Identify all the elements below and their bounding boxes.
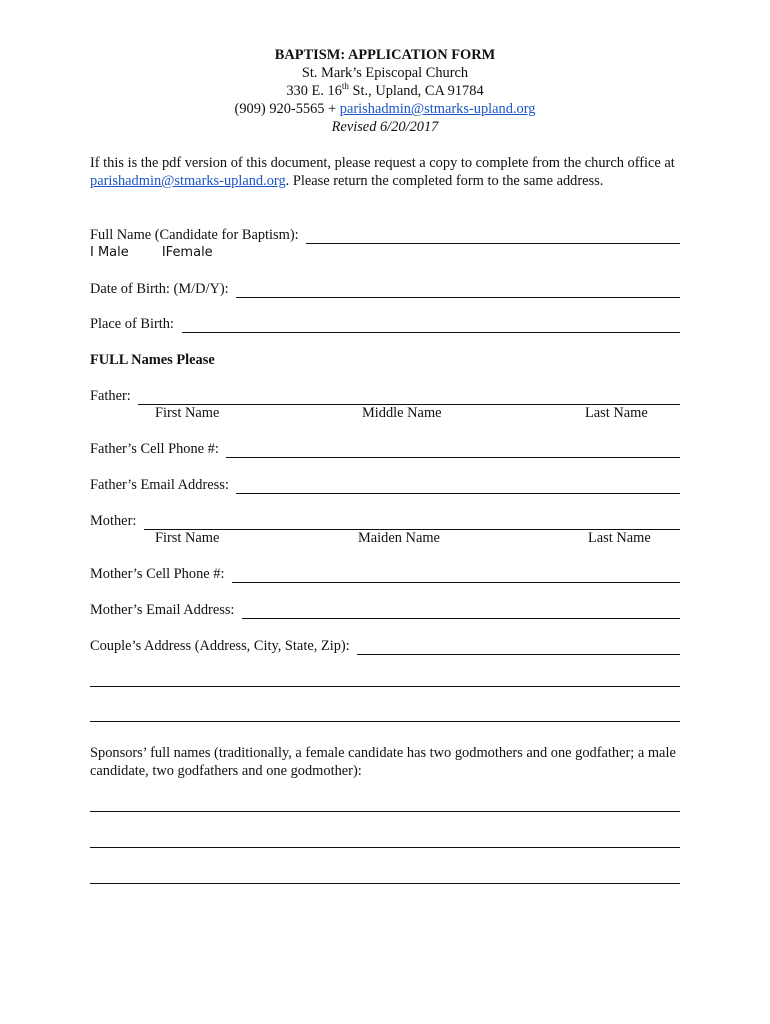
mother-phone-field[interactable] [90, 565, 680, 583]
father-email-field[interactable] [90, 476, 680, 494]
dob-label: Date of Birth: (M/D/Y): [90, 281, 233, 297]
pob-label: Place of Birth: [90, 316, 178, 332]
mother-last-caption: Last Name [588, 530, 651, 546]
male-checkbox[interactable]: I [90, 245, 98, 260]
sponsor-line-1[interactable] [90, 811, 680, 812]
female-label: Female [165, 245, 213, 260]
couple-address-line[interactable] [357, 641, 680, 655]
mother-email-label: Mother’s Email Address: [90, 602, 239, 618]
male-label: Male [97, 245, 129, 260]
form-title: BAPTISM: APPLICATION FORM [274, 47, 496, 63]
pob-line[interactable] [182, 319, 680, 333]
sponsor-line-2[interactable] [90, 847, 680, 848]
dob-field[interactable] [90, 280, 680, 298]
mother-maiden-caption: Maiden Name [358, 530, 440, 546]
couple-address-line-3[interactable] [90, 721, 680, 722]
header-email-link[interactable]: parishadmin@stmarks-upland.org [339, 101, 536, 117]
couple-address-field[interactable] [90, 637, 680, 655]
mother-field[interactable] [90, 512, 680, 530]
mother-email-field[interactable] [90, 601, 680, 619]
father-field[interactable] [90, 387, 680, 405]
mother-line[interactable] [144, 516, 680, 530]
father-label: Father: [90, 388, 135, 404]
intro-email-link[interactable]: parishadmin@stmarks-upland.org [90, 173, 286, 189]
dob-line[interactable] [236, 284, 680, 298]
father-phone-label: Father’s Cell Phone #: [90, 441, 223, 457]
father-last-caption: Last Name [585, 405, 648, 421]
father-line[interactable] [138, 391, 680, 405]
father-phone-field[interactable] [90, 440, 680, 458]
church-name: St. Mark’s Episcopal Church [301, 65, 469, 81]
couple-address-line-2[interactable] [90, 686, 680, 687]
father-first-caption: First Name [155, 405, 220, 421]
mother-phone-label: Mother’s Cell Phone #: [90, 566, 229, 582]
sponsor-line-3[interactable] [90, 883, 680, 884]
mother-first-caption: First Name [155, 530, 220, 546]
revised-date: Revised 6/20/2017 [331, 119, 439, 135]
sponsors-text: Sponsors’ full names (traditionally, a female candidate has two godmothers and one godfather; a male candidate, two godfathers and one godmother): [90, 745, 676, 779]
form-header [0, 46, 770, 136]
pob-field[interactable] [90, 315, 680, 333]
mother-email-line[interactable] [242, 605, 680, 619]
full-names-heading: FULL Names Please [90, 352, 215, 368]
couple-address-label: Couple’s Address (Address, City, State, Zip): [90, 638, 354, 654]
mother-label: Mother: [90, 513, 140, 529]
sex-options: I Male IFemale [90, 245, 213, 260]
full-name-label: Full Name (Candidate for Baptism): [90, 227, 303, 243]
church-contact: (909) 920-5565 + parishadmin@stmarks-upland.org [234, 101, 536, 117]
mother-phone-line[interactable] [232, 569, 680, 583]
intro-paragraph: If this is the pdf version of this document, please request a copy to complete from the church office at parishadmin@stmarks-upland.org. Please return the completed form to the same address. [90, 155, 675, 189]
full-name-line[interactable] [306, 230, 680, 244]
full-name-field[interactable] [90, 226, 680, 244]
father-middle-caption: Middle Name [362, 405, 442, 421]
church-address: 330 E. 16th St., Upland, CA 91784 [286, 81, 484, 99]
father-email-label: Father’s Email Address: [90, 477, 233, 493]
father-phone-line[interactable] [226, 444, 680, 458]
father-email-line[interactable] [236, 480, 680, 494]
